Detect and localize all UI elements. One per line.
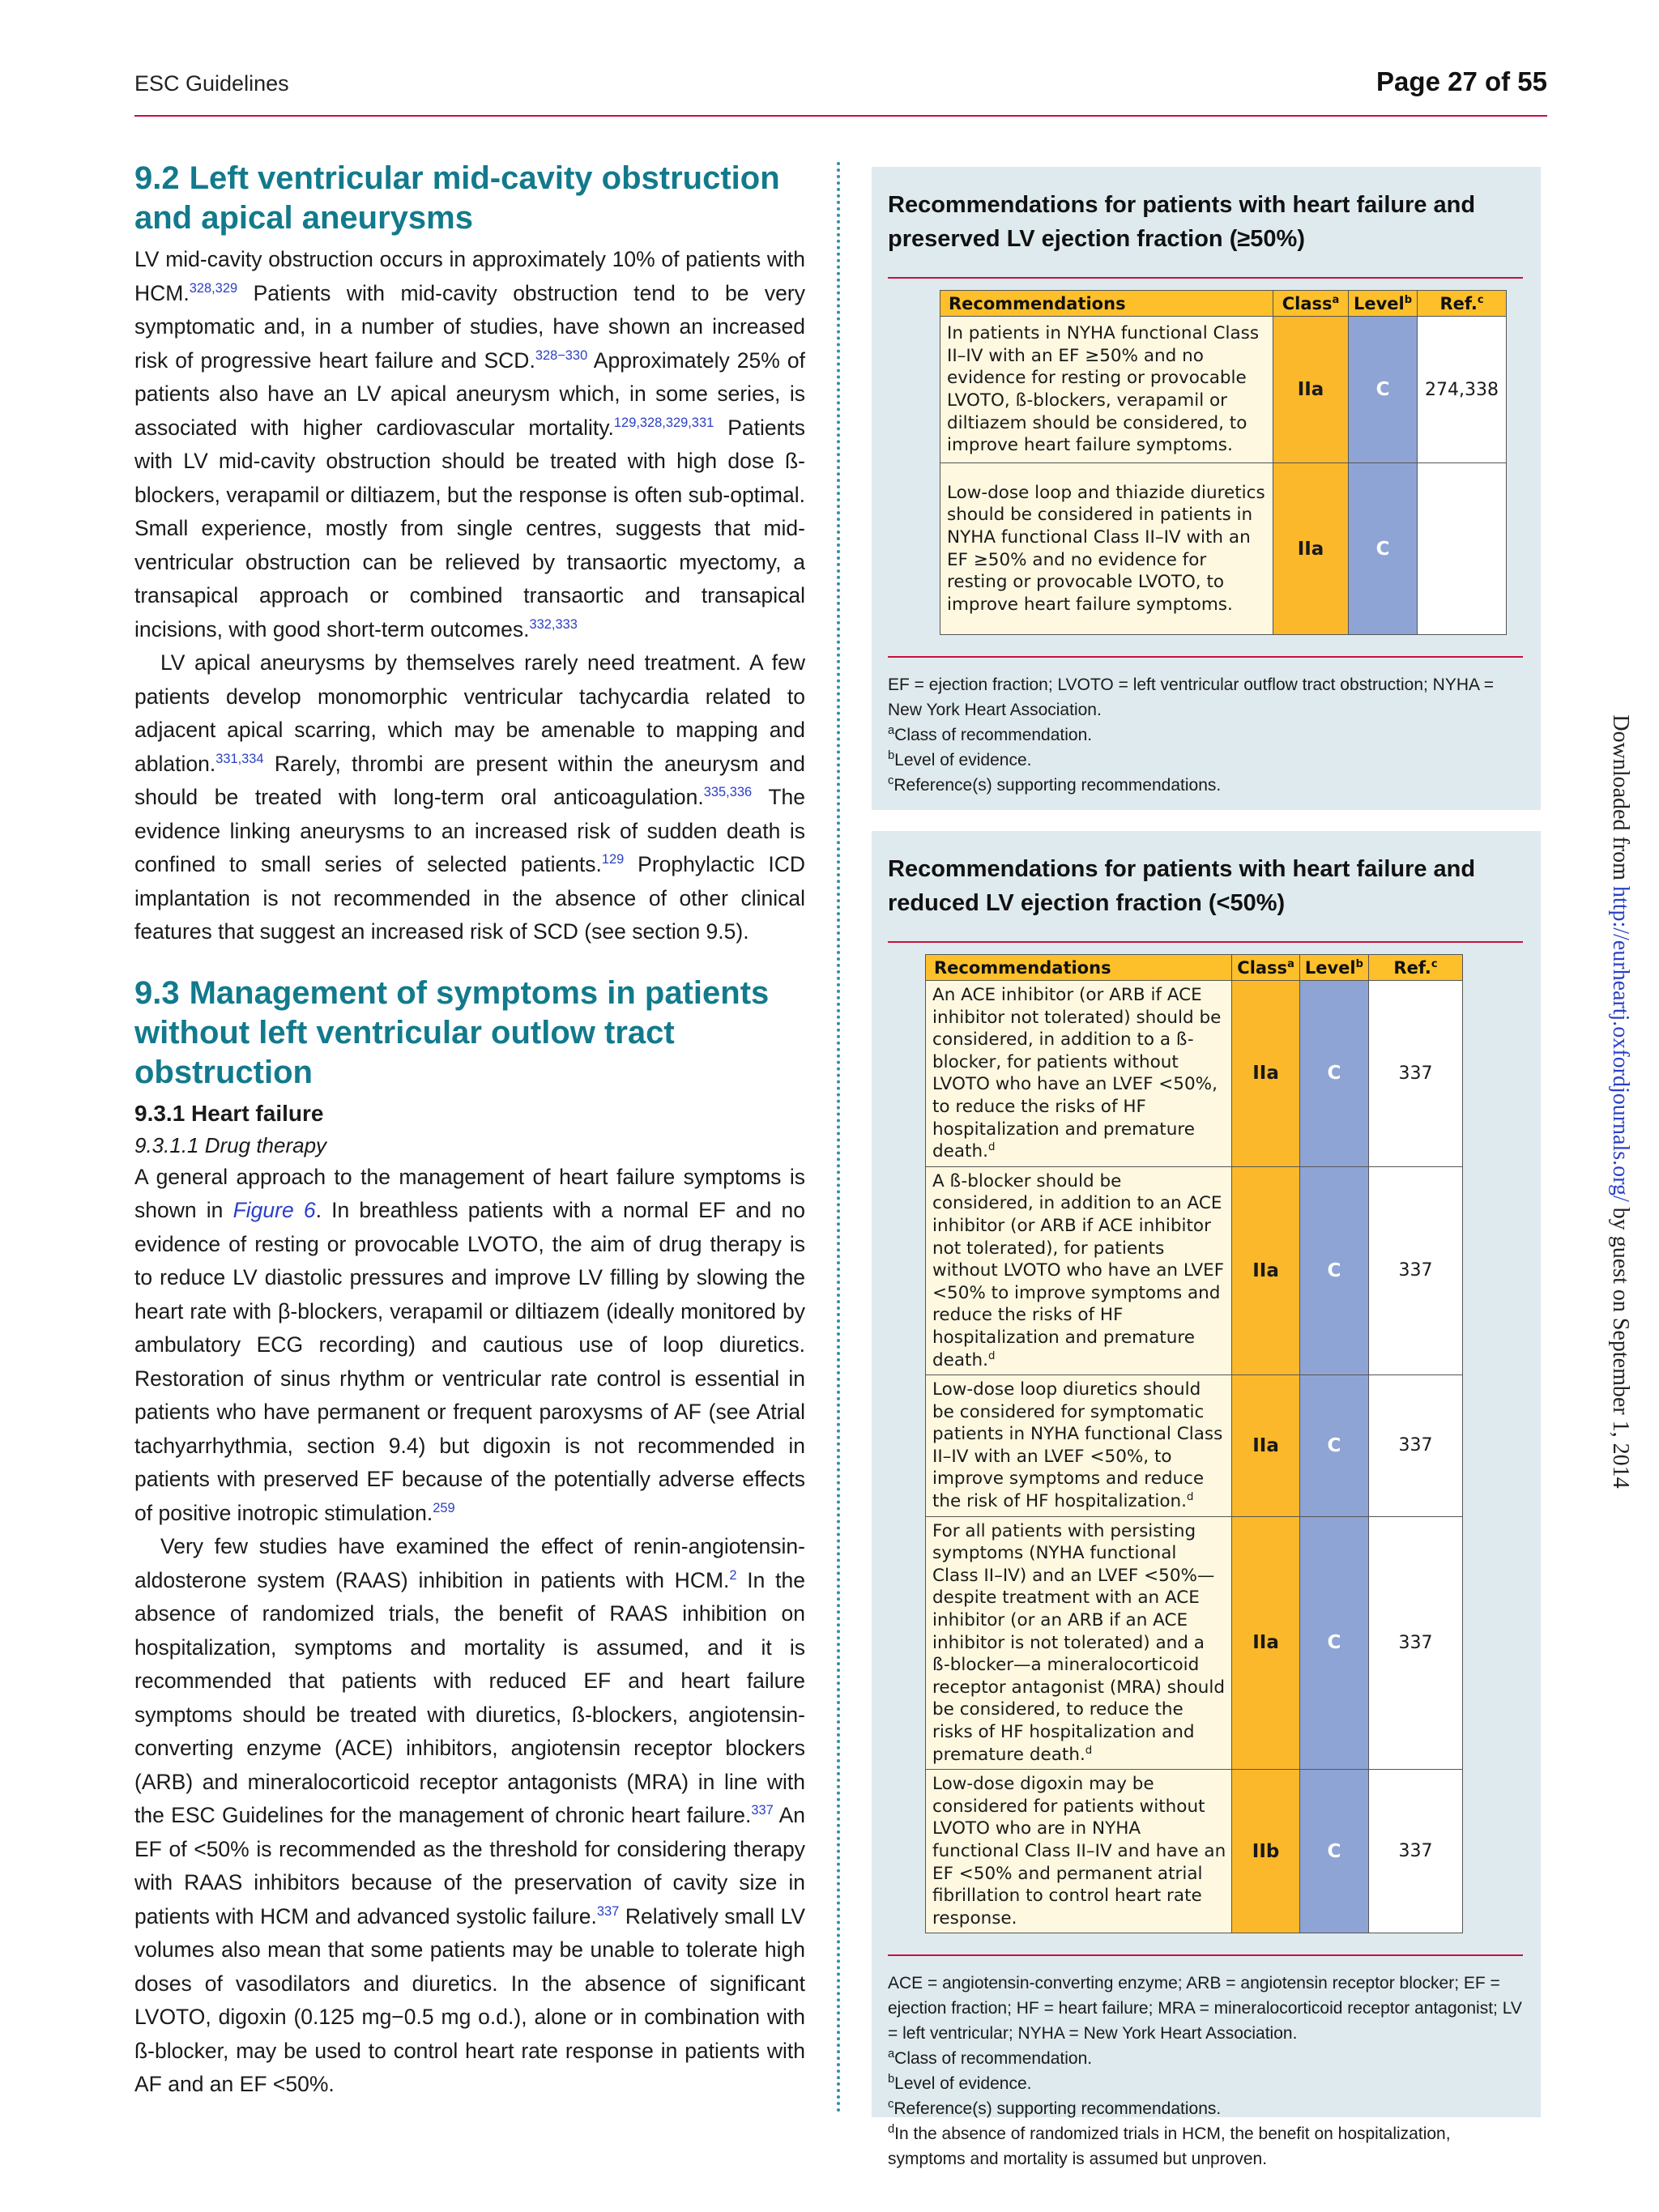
table-row bbox=[940, 317, 1507, 463]
level-cell: C bbox=[1348, 317, 1417, 463]
footnote-marker: c bbox=[1431, 957, 1438, 970]
table-row bbox=[940, 463, 1507, 635]
footnote-text: Level of evidence. bbox=[894, 2074, 1032, 2094]
level-cell: C bbox=[1299, 1770, 1368, 1933]
footnote-marker: c bbox=[888, 774, 894, 787]
recommendation-text: In patients in NYHA functional Class II–IV with an EF ≥50% and no evidence for resting or provocable LVOTO, ß-blockers, verapamil or diltiazem should be considered, to improve heart failure symptoms. bbox=[940, 317, 1273, 463]
footnote bbox=[888, 773, 1523, 798]
header-label: Class bbox=[1237, 957, 1288, 978]
section-number: 9.3 bbox=[134, 974, 180, 1011]
paragraph bbox=[134, 1161, 805, 1531]
subsection-heading: 9.3.1 Heart failure bbox=[134, 1100, 324, 1126]
class-cell: IIa bbox=[1232, 1375, 1300, 1517]
header-recommendations: Recommendations bbox=[940, 291, 1273, 317]
left-column bbox=[134, 159, 805, 2102]
footnote bbox=[888, 722, 1523, 748]
footnote-marker: d bbox=[1085, 1744, 1093, 1757]
level-cell: C bbox=[1299, 1166, 1368, 1375]
rule bbox=[888, 656, 1523, 658]
level-cell: C bbox=[1299, 1516, 1368, 1770]
text: The evidence linking aneurysms to an increased risk of sudden death is confined to small series of selected patients. bbox=[134, 785, 805, 876]
footnote bbox=[888, 2096, 1523, 2121]
abbreviations: EF = ejection fraction; LVOTO = left ventricular outflow tract obstruction; NYHA = New York Heart Association. bbox=[888, 676, 1494, 719]
text: An ACE inhibitor (or ARB if ACE inhibitor not tolerated) should be considered, in addition to a ß-blocker, for patients without LVOTO who have an LVEF <50%, to reduce the risks of HF hospitalization and premature death. bbox=[932, 985, 1222, 1162]
footnote bbox=[888, 2046, 1523, 2071]
paragraph bbox=[134, 646, 805, 949]
footnote bbox=[888, 2071, 1523, 2096]
table-header-row bbox=[940, 291, 1507, 317]
recommendation-text bbox=[926, 981, 1232, 1167]
footnote-marker: a bbox=[1287, 957, 1294, 970]
ref-cell: 274,338 bbox=[1418, 317, 1507, 463]
ref-cell: 337 bbox=[1368, 1166, 1462, 1375]
text: Low-dose digoxin may be considered for patients without LVOTO who are in NYHA functional Class II–IV and have an EF <50% and permanent atrial fibrillation to control heart rate response. bbox=[932, 1774, 1226, 1929]
class-cell: IIa bbox=[1273, 317, 1349, 463]
citation-link[interactable]: 335,336 bbox=[703, 785, 753, 800]
header-label: Level bbox=[1304, 957, 1356, 978]
rule bbox=[888, 941, 1523, 943]
footnote-text: Level of evidence. bbox=[894, 751, 1032, 769]
table-row bbox=[926, 1516, 1463, 1770]
text: Very few studies have examined the effect of renin-angiotensin-aldosterone system (RAAS) inhibition in patients with HCM. bbox=[134, 1534, 805, 1592]
footnote-text: In the absence of randomized trials in HCM, the benefit on hospitalization, symptoms and mortality is assumed but unproven. bbox=[888, 2125, 1451, 2169]
section-title: Management of symptoms in patients without left ventricular outlow tract obstruction bbox=[134, 974, 770, 1090]
rule bbox=[888, 1954, 1523, 1956]
footnote-marker: b bbox=[888, 749, 895, 762]
footnote-text: Class of recommendation. bbox=[894, 726, 1093, 744]
table-header-row bbox=[926, 955, 1463, 981]
footnote-text: Class of recommendation. bbox=[894, 2049, 1093, 2069]
recommendation-box-reduced-ef bbox=[872, 831, 1541, 2169]
header-label: Ref. bbox=[1439, 293, 1478, 313]
abbreviations: ACE = angiotensin-converting enzyme; ARB = angiotensin receptor blocker; EF = ejection fraction; HF = heart failure; MRA = mineralocorticoid receptor antagonist; LV = left ventricular; NYHA = New York Heart Association. bbox=[888, 1974, 1522, 2044]
class-cell: IIa bbox=[1232, 981, 1300, 1167]
text: LV apical aneurysms by themselves rarely need treatment. A few patients develop monomorphic ventricular tachycardia related to adjacent apical scarring, which may be amenable to mapping and ablation. bbox=[134, 650, 805, 776]
text: A ß-blocker should be considered, in addition to an ACE inhibitor (or ARB if ACE inhibitor not tolerated), for patients without LVOTO who have an LVEF <50% to improve symptoms and reduce the risks of HF hospitalization and premature death. bbox=[932, 1170, 1225, 1370]
footnote bbox=[888, 748, 1523, 773]
ref-cell: 337 bbox=[1368, 1375, 1462, 1517]
text: Approximately 25% of patients also have an LV apical aneurysm which, in some series, is associated with higher cardiovascular mortality. bbox=[134, 347, 805, 440]
footnote-marker: a bbox=[888, 724, 895, 737]
citation-link[interactable]: 2 bbox=[729, 1567, 737, 1583]
table-row bbox=[926, 1375, 1463, 1517]
text: Low-dose loop diuretics should be considered for symptomatic patients in NYHA functional Class II–IV with an LVEF <50%, to improve symptoms and reduce the risk of HF hospitalization. bbox=[932, 1379, 1223, 1512]
recommendation-text: Low-dose loop and thiazide diuretics should be considered in patients in NYHA functional Class II–IV with an EF ≥50% and no evidence for resting or provocable LVOTO, to improve heart failure symptoms. bbox=[940, 463, 1273, 635]
watermark-text: Downloaded from bbox=[1608, 714, 1633, 886]
section-title: Left ventricular mid-cavity obstruction and apical aneurysms bbox=[134, 160, 780, 236]
section-number: 9.2 bbox=[134, 160, 180, 196]
footnote-marker: d bbox=[1186, 1490, 1194, 1503]
recommendation-table bbox=[940, 290, 1507, 635]
class-cell: IIb bbox=[1232, 1770, 1300, 1933]
level-cell: C bbox=[1348, 463, 1417, 635]
footnote-marker: b bbox=[888, 2073, 895, 2086]
footnote-marker: a bbox=[1332, 293, 1340, 306]
footnote-text: Reference(s) supporting recommendations. bbox=[893, 2099, 1222, 2119]
text: Patients with LV mid-cavity obstruction should be treated with high dose ß-blockers, verapamil or diltiazem, but the response is often sub-optimal. Small experience, mostly from single centres, suggests that mid-ventricular obstruction can be relieved by transaortic myectomy, a transapical approach or combined transaortic and transapical incisions, with good short-term outcomes. bbox=[134, 415, 805, 641]
text: Rarely, thrombi are present within the aneurysm and should be treated with long-term oral anticoagulation. bbox=[134, 751, 805, 809]
class-cell: IIa bbox=[1232, 1166, 1300, 1375]
section-9-3-heading bbox=[134, 974, 805, 1093]
ref-cell: 337 bbox=[1368, 1516, 1462, 1770]
text: An EF of <50% is recommended as the threshold for considering therapy with RAAS inhibitors because of the preservation of cavity size in patients with HCM and advanced systolic failure. bbox=[134, 1803, 805, 1929]
header-label: Class bbox=[1282, 293, 1333, 313]
footnote-marker: a bbox=[888, 2048, 895, 2061]
citation-link[interactable]: 328,329 bbox=[189, 280, 238, 296]
paragraph bbox=[134, 1530, 805, 2102]
table-row bbox=[926, 981, 1463, 1167]
citation-link[interactable]: 337 bbox=[751, 1803, 774, 1818]
text: Relatively small LV volumes also mean that some patients may be unable to tolerate high doses of vasodilators and diuretics. In the absence of significant LVOTO, digoxin (0.125 mg−0.5 mg o.d.), alone or in combination with ß-blocker, may be used to control heart rate response in patients with AF and an EF <50%. bbox=[134, 1903, 805, 2096]
table-footnotes bbox=[888, 1971, 1523, 2172]
figure-link[interactable]: Figure 6 bbox=[232, 1198, 316, 1222]
recommendation-text bbox=[926, 1516, 1232, 1770]
rule bbox=[888, 277, 1523, 279]
header-label: Level bbox=[1353, 293, 1405, 313]
recommendation-text bbox=[926, 1770, 1232, 1933]
recommendation-text bbox=[926, 1166, 1232, 1375]
table-row bbox=[926, 1166, 1463, 1375]
footnote bbox=[888, 2121, 1523, 2172]
level-cell: C bbox=[1299, 981, 1368, 1167]
text: . In breathless patients with a normal EF and no evidence of resting or provocable LVOTO, the aim of drug therapy is to reduce LV diastolic pressures and improve LV filling by slowing the heart rate with β-blockers, verapamil or diltiazem (ideally monitored by ambulatory ECG recording) and cautious use of loop diuretics. Restoration of sinus rhythm or ventricular rate control is essential in patients who have permanent or frequent paroxysms of AF (see Atrial tachyarrhythmia, section 9.4) but digoxin is not recommended in patients with preserved EF because of the potentially adverse effects of positive inotropic stimulation. bbox=[134, 1198, 805, 1525]
footnote-text: Reference(s) supporting recommendations. bbox=[893, 776, 1222, 795]
page-number: Page 27 of 55 bbox=[1376, 66, 1547, 96]
header-class bbox=[1232, 955, 1300, 981]
footnote-marker: c bbox=[888, 2098, 894, 2112]
recommendation-table bbox=[925, 954, 1463, 1933]
header-class bbox=[1273, 291, 1349, 317]
paragraph bbox=[134, 243, 805, 646]
citation-link[interactable]: 337 bbox=[596, 1903, 620, 1919]
header-ref bbox=[1368, 955, 1462, 981]
text: Prophylactic ICD implantation is not recommended in the absence of other clinical features that suggest an increased risk of SCD (see section 9.5). bbox=[134, 852, 805, 944]
header-level bbox=[1299, 955, 1368, 981]
footnote-marker: c bbox=[1477, 293, 1484, 306]
citation-link[interactable]: 129 bbox=[601, 852, 625, 867]
ref-cell: 337 bbox=[1368, 1770, 1462, 1933]
header-label: Ref. bbox=[1393, 957, 1431, 978]
recommendation-box-preserved-ef bbox=[872, 167, 1541, 810]
table-footnotes bbox=[888, 672, 1523, 798]
ref-cell bbox=[1418, 463, 1507, 635]
journal-name: ESC Guidelines bbox=[134, 71, 289, 96]
level-cell: C bbox=[1299, 1375, 1368, 1517]
text: In the absence of randomized trials, the benefit of RAAS inhibition on hospitalization, symptoms and mortality is assumed, and it is recommended that patients with reduced EF and heart failure symptoms should be treated with diuretics, ß-blockers, angiotensin-converting enzyme (ACE) inhibitors, angiotensin receptor blockers (ARB) and mineralocorticoid receptor antagonists (MRA) in line with the ESC Guidelines for the management of chronic heart failure. bbox=[134, 1567, 805, 1827]
text: A general approach to the management of heart failure symptoms is shown in bbox=[134, 1164, 805, 1222]
header-level bbox=[1348, 291, 1417, 317]
citation-link[interactable]: 331,334 bbox=[215, 751, 264, 766]
download-watermark bbox=[1607, 714, 1633, 1488]
header-recommendations: Recommendations bbox=[926, 955, 1232, 981]
footnote-marker: d bbox=[987, 1141, 996, 1153]
footnote-marker: d bbox=[987, 1349, 996, 1362]
class-cell: IIa bbox=[1273, 463, 1349, 635]
text: LV mid-cavity obstruction occurs in approximately 10% of patients with HCM. bbox=[134, 247, 805, 305]
subsubsection-heading: 9.3.1.1 Drug therapy bbox=[134, 1132, 327, 1157]
citation-link[interactable]: 332,333 bbox=[529, 616, 578, 632]
footnote-marker: b bbox=[1404, 293, 1413, 306]
footnote-marker: b bbox=[1355, 957, 1363, 970]
footnote-marker: d bbox=[888, 2123, 895, 2137]
class-cell: IIa bbox=[1232, 1516, 1300, 1770]
watermark-text: by guest on September 1, 2014 bbox=[1608, 1201, 1633, 1489]
box-title: Recommendations for patients with heart failure and preserved LV ejection fraction (≥50%) bbox=[888, 192, 1476, 252]
column-divider bbox=[837, 162, 840, 2114]
citation-link[interactable]: 129,328,329,331 bbox=[613, 415, 714, 430]
header-ref bbox=[1418, 291, 1507, 317]
text: For all patients with persisting symptoms (NYHA functional Class II–IV) and an LVEF <50%—despite treatment with an ACE inhibitor (or an ARB if an ACE inhibitor is not tolerated) and a ß-blocker—a mineralocorticoid receptor antagonist (MRA) should be considered, to reduce the risks of HF hospitalization and premature death. bbox=[932, 1520, 1225, 1765]
journal-link[interactable]: http://eurheartj.oxfordjournals.org/ bbox=[1608, 885, 1633, 1202]
section-9-2-heading bbox=[134, 159, 805, 238]
text: Patients with mid-cavity obstruction tend to be very symptomatic and, in a number of studies, have shown an increased risk of progressive heart failure and SCD. bbox=[134, 280, 805, 373]
citation-link[interactable]: 259 bbox=[433, 1500, 455, 1515]
page-header bbox=[134, 66, 1547, 117]
citation-link[interactable]: 328−330 bbox=[535, 347, 588, 363]
box-title: Recommendations for patients with heart failure and reduced LV ejection fraction (<50%) bbox=[888, 856, 1476, 916]
table-row bbox=[926, 1770, 1463, 1933]
ref-cell: 337 bbox=[1368, 981, 1462, 1167]
recommendation-text bbox=[926, 1375, 1232, 1517]
